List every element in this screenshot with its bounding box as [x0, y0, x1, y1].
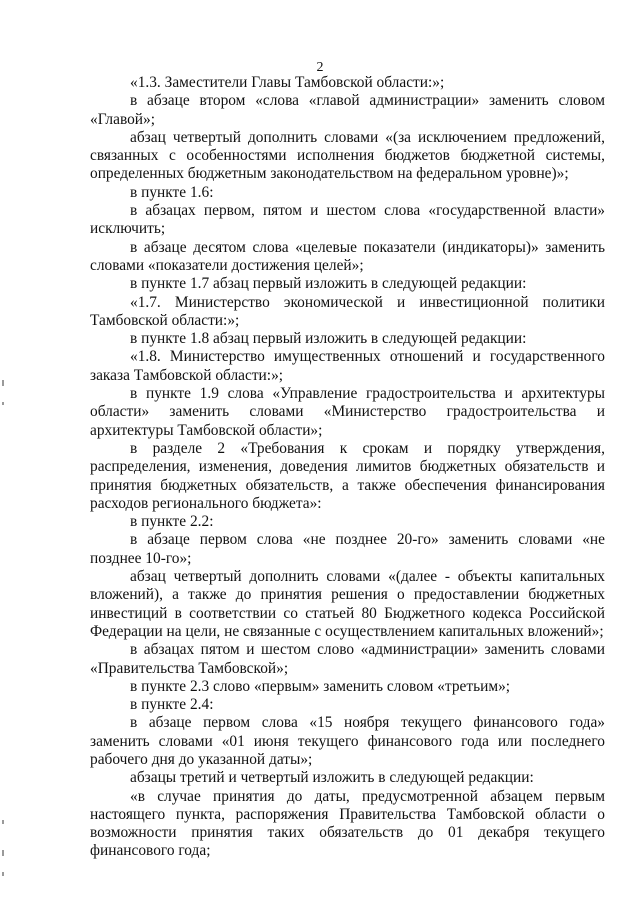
- paragraph: в абзацах первом, пятом и шестом слова «государственной власти» исключить;: [90, 202, 605, 238]
- paragraph: абзац четвертый дополнить словами «(далее - объекты капитальных вложений), а также до принятия решения о предоставлении бюджетных инвестиций в соответствии со статьей 80 Бюджетного кодекса Российской Федерации на цели, не связанные с осуществлением капитальных вложений»;: [90, 568, 605, 640]
- paragraph: в абзаце втором «слова «главой администрации» заменить словом «Главой»;: [90, 92, 605, 128]
- paragraph: в абзаце первом слова «15 ноября текущего финансового года» заменить словами «01 июня текущего финансового года или последнего рабочего дня до указанной даты»;: [90, 714, 605, 768]
- paragraph: в пункте 1.8 абзац первый изложить в следующей редакции:: [130, 330, 527, 348]
- scan-mark: [2, 402, 4, 405]
- scan-mark: [2, 872, 4, 876]
- paragraph: «в случае принятия до даты, предусмотренной абзацем первым настоящего пункта, распоряжения Правительства Тамбовской области о возможности принятия таких обязательств до 01 декабря текущего финансового года;: [90, 787, 605, 860]
- paragraph: в пункте 2.3 слово «первым» заменить словом «третьим»;: [130, 677, 511, 695]
- paragraph: «1.7. Министерство экономической и инвестиционной политики Тамбовской области:»;: [90, 293, 605, 329]
- paragraph: в разделе 2 «Требования к срокам и порядку утверждения, распределения, изменения, доведения лимитов бюджетных обязательств и принятия бюджетных обязательств, а также обеспечения финансирования расходов регионального бюджета»:: [90, 439, 605, 512]
- paragraph: абзацы третий и четвертый изложить в следующей редакции:: [130, 769, 534, 787]
- scan-mark: [2, 850, 4, 856]
- paragraph: в абзаце первом слова «не позднее 20-го» заменить словами «не позднее 10-го»;: [90, 531, 605, 567]
- paragraph: в абзацах пятом и шестом слово «администрации» заменить словами «Правительства Тамбовской»;: [90, 641, 605, 677]
- scan-mark: [2, 380, 4, 386]
- page-number: 2: [316, 60, 324, 75]
- document-body: [90, 74, 605, 861]
- paragraph: в пункте 1.9 слова «Управление градостроительства и архитектуры области» заменить словами «Министерство градостроительства и архитектуры Тамбовской области»;: [90, 385, 605, 439]
- paragraph: в абзаце десятом слова «целевые показатели (индикаторы)» заменить словами «показатели достижения целей»;: [90, 238, 605, 274]
- scan-edge-marks: [2, 380, 5, 880]
- paragraph: абзац четвертый дополнить словами «(за исключением предложений, связанных с особенностями исполнения бюджетов бюджетной системы, определенных бюджетным законодательством на федеральном уровне)»;: [90, 128, 605, 183]
- paragraph: в пункте 2.4:: [130, 696, 214, 714]
- paragraph: в пункте 1.7 абзац первый изложить в следующей редакции:: [130, 275, 527, 293]
- paragraph: в пункте 1.6:: [130, 183, 214, 201]
- paragraph: «1.8. Министерство имущественных отношений и государственного заказа Тамбовской области:»;: [90, 348, 605, 384]
- paragraph: в пункте 2.2:: [130, 513, 214, 531]
- scan-mark: [2, 820, 4, 824]
- paragraph: «1.3. Заместители Главы Тамбовской области:»;: [130, 74, 445, 91]
